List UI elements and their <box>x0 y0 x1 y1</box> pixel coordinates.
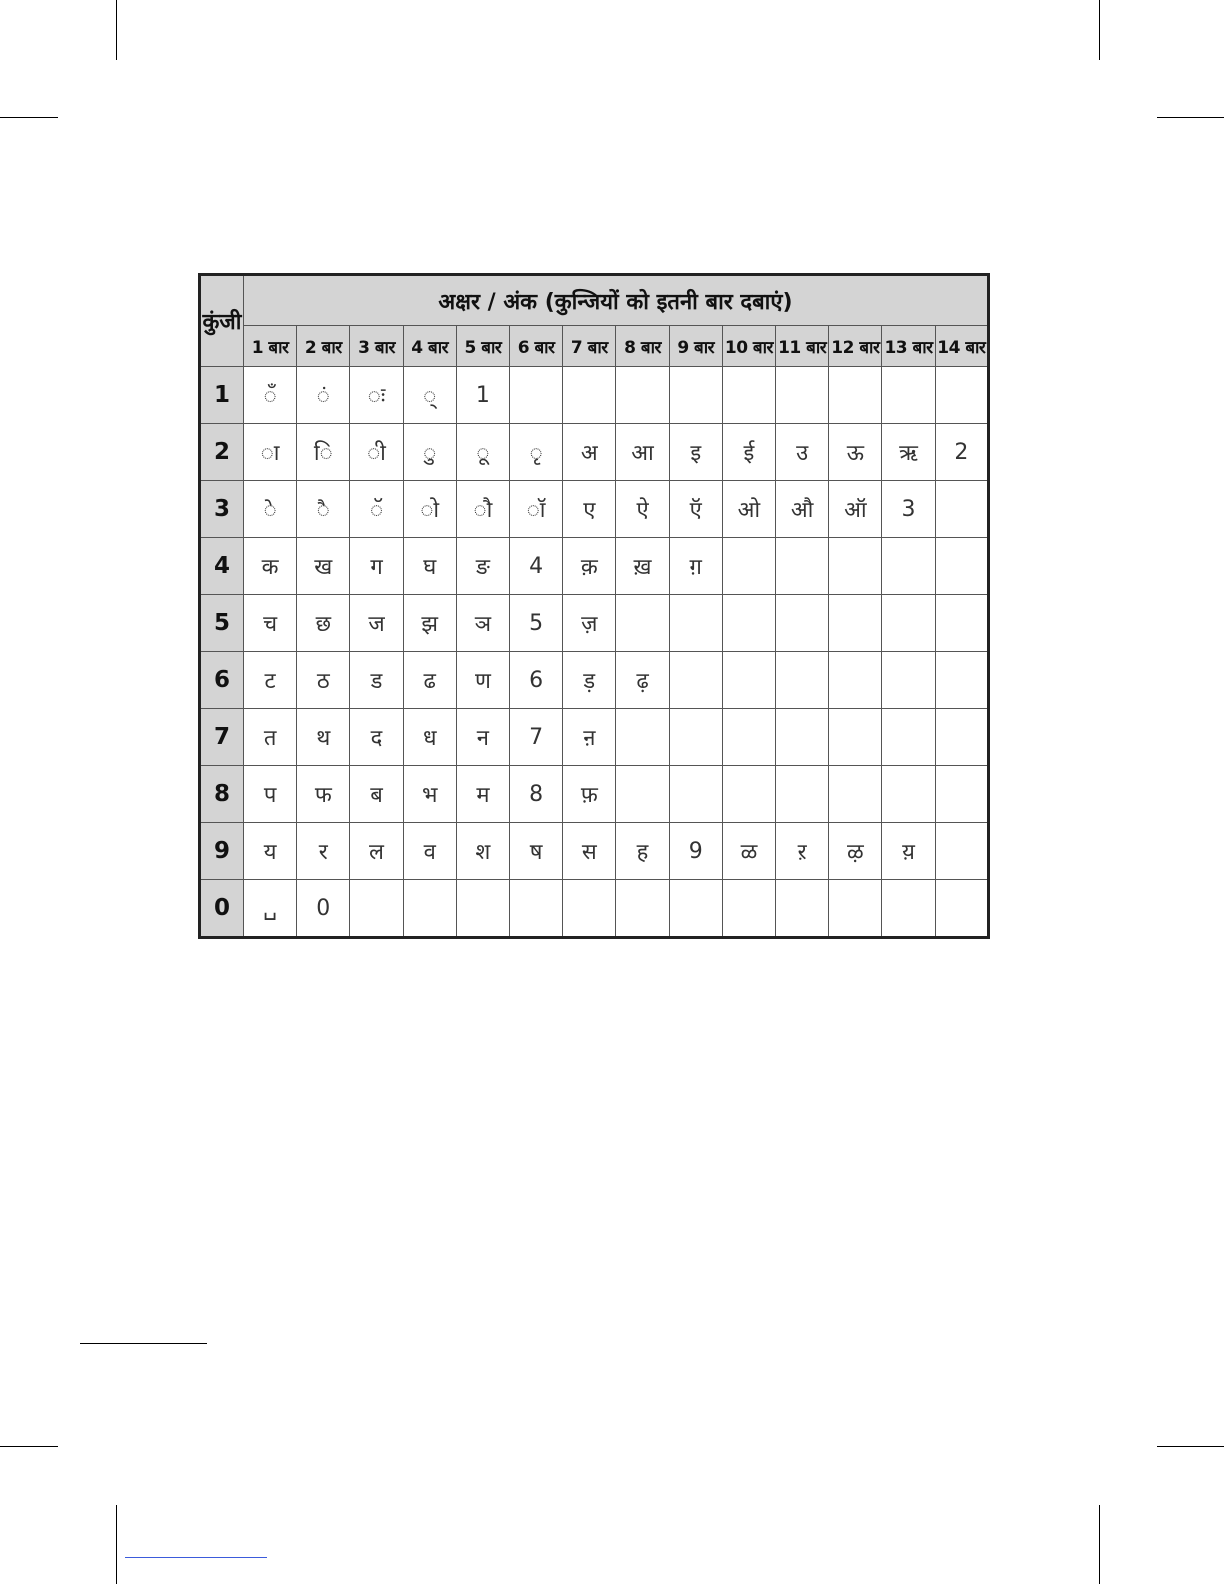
character-cell: आ <box>616 424 669 481</box>
character-cell: 4 <box>510 538 563 595</box>
character-cell: ऍ <box>669 481 722 538</box>
character-cell: ङ <box>456 538 509 595</box>
character-cell <box>829 595 882 652</box>
crop-mark <box>116 0 117 60</box>
character-cell <box>722 880 775 938</box>
table-row <box>200 709 989 766</box>
character-cell <box>882 595 935 652</box>
character-cell <box>829 766 882 823</box>
character-cell: घ <box>403 538 456 595</box>
key-mapping-table <box>198 273 990 939</box>
character-cell: इ <box>669 424 722 481</box>
crop-mark <box>1157 117 1224 118</box>
table-row <box>200 538 989 595</box>
press-count-header-row <box>200 326 989 367</box>
character-cell: 9 <box>669 823 722 880</box>
character-cell <box>616 367 669 424</box>
character-cell: क़ <box>563 538 616 595</box>
character-cell <box>510 367 563 424</box>
key-label: 8 <box>200 766 244 823</box>
character-cell: त <box>244 709 297 766</box>
character-cell <box>935 595 988 652</box>
character-cell <box>829 880 882 938</box>
character-cell: 1 <box>456 367 509 424</box>
press-count-header: 10 बार <box>722 326 775 367</box>
character-cell: थ <box>297 709 350 766</box>
press-count-header: 2 बार <box>297 326 350 367</box>
character-cell <box>935 652 988 709</box>
character-cell <box>882 880 935 938</box>
character-cell: े <box>244 481 297 538</box>
character-cell: ौ <box>456 481 509 538</box>
press-count-header: 14 बार <box>935 326 988 367</box>
character-cell <box>669 766 722 823</box>
table-title: अक्षर / अंक (कुन्जियों को इतनी बार दबाएं) <box>244 275 989 326</box>
character-cell: ञ <box>456 595 509 652</box>
key-label: 2 <box>200 424 244 481</box>
character-cell <box>776 766 829 823</box>
character-cell: 3 <box>882 481 935 538</box>
character-cell: 5 <box>510 595 563 652</box>
character-cell <box>935 538 988 595</box>
character-cell: द <box>350 709 403 766</box>
character-cell: ः <box>350 367 403 424</box>
character-cell: ळ <box>722 823 775 880</box>
character-cell <box>776 880 829 938</box>
character-cell <box>935 823 988 880</box>
character-cell: ब <box>350 766 403 823</box>
character-cell: ॉ <box>510 481 563 538</box>
character-cell: ण <box>456 652 509 709</box>
character-cell <box>403 880 456 938</box>
character-cell <box>669 367 722 424</box>
character-cell <box>882 766 935 823</box>
character-cell: ै <box>297 481 350 538</box>
press-count-header: 5 बार <box>456 326 509 367</box>
character-cell: ई <box>722 424 775 481</box>
character-cell: ख <box>297 538 350 595</box>
character-cell <box>669 595 722 652</box>
character-cell <box>935 709 988 766</box>
character-cell <box>882 652 935 709</box>
character-cell: फ़ <box>563 766 616 823</box>
character-cell: अ <box>563 424 616 481</box>
crop-mark <box>0 117 58 118</box>
press-count-header: 12 बार <box>829 326 882 367</box>
table-row <box>200 880 989 938</box>
character-cell <box>829 538 882 595</box>
press-count-header: 11 बार <box>776 326 829 367</box>
character-cell <box>776 595 829 652</box>
character-cell <box>882 709 935 766</box>
press-count-header: 9 बार <box>669 326 722 367</box>
press-count-header: 6 बार <box>510 326 563 367</box>
character-cell <box>616 766 669 823</box>
character-cell <box>722 709 775 766</box>
character-cell <box>829 652 882 709</box>
press-count-header: 4 बार <box>403 326 456 367</box>
character-cell <box>669 652 722 709</box>
character-cell <box>456 880 509 938</box>
character-cell <box>722 595 775 652</box>
character-cell: ँ <box>244 367 297 424</box>
press-count-header: 13 बार <box>882 326 935 367</box>
character-cell: र <box>297 823 350 880</box>
character-cell <box>776 538 829 595</box>
character-cell <box>935 880 988 938</box>
character-cell: ढ <box>403 652 456 709</box>
press-count-header: 3 बार <box>350 326 403 367</box>
character-cell: ऋ <box>882 424 935 481</box>
character-cell: 7 <box>510 709 563 766</box>
character-cell: 6 <box>510 652 563 709</box>
character-cell <box>722 367 775 424</box>
character-cell: क <box>244 538 297 595</box>
character-cell <box>722 538 775 595</box>
character-cell <box>776 652 829 709</box>
press-count-header: 7 बार <box>563 326 616 367</box>
table-row <box>200 652 989 709</box>
character-cell: ू <box>456 424 509 481</box>
character-cell <box>616 595 669 652</box>
footer-underline <box>125 1557 267 1558</box>
character-cell <box>350 880 403 938</box>
character-cell: ि <box>297 424 350 481</box>
character-cell: ए <box>563 481 616 538</box>
character-cell: ऩ <box>563 709 616 766</box>
table-row <box>200 823 989 880</box>
key-label: 3 <box>200 481 244 538</box>
character-cell: स <box>563 823 616 880</box>
character-cell: ु <box>403 424 456 481</box>
character-cell: ढ़ <box>616 652 669 709</box>
character-cell: ऐ <box>616 481 669 538</box>
character-cell: ग <box>350 538 403 595</box>
character-cell <box>829 709 882 766</box>
character-cell: ल <box>350 823 403 880</box>
character-cell: य़ <box>882 823 935 880</box>
character-cell <box>935 367 988 424</box>
character-cell <box>935 766 988 823</box>
character-cell: ा <box>244 424 297 481</box>
character-cell: ह <box>616 823 669 880</box>
crop-mark <box>0 1446 58 1447</box>
character-cell: उ <box>776 424 829 481</box>
character-cell: व <box>403 823 456 880</box>
character-cell: ऊ <box>829 424 882 481</box>
character-cell <box>510 880 563 938</box>
character-cell: ड़ <box>563 652 616 709</box>
character-cell: ष <box>510 823 563 880</box>
character-cell <box>776 709 829 766</box>
footnote-rule <box>80 1343 207 1344</box>
character-cell: ध <box>403 709 456 766</box>
key-label: 6 <box>200 652 244 709</box>
character-cell: ऑ <box>829 481 882 538</box>
character-cell <box>669 709 722 766</box>
character-cell <box>563 880 616 938</box>
character-cell: ऱ <box>776 823 829 880</box>
character-cell: म <box>456 766 509 823</box>
character-cell: ख़ <box>616 538 669 595</box>
character-cell: छ <box>297 595 350 652</box>
character-cell <box>882 538 935 595</box>
character-cell <box>882 367 935 424</box>
crop-mark <box>1099 0 1100 60</box>
character-cell: ट <box>244 652 297 709</box>
character-cell: औ <box>776 481 829 538</box>
key-label: 1 <box>200 367 244 424</box>
character-cell: ऴ <box>829 823 882 880</box>
character-cell <box>722 652 775 709</box>
key-label: 9 <box>200 823 244 880</box>
key-label: 4 <box>200 538 244 595</box>
key-label: 7 <box>200 709 244 766</box>
character-cell: ॅ <box>350 481 403 538</box>
character-cell: झ <box>403 595 456 652</box>
character-cell: च <box>244 595 297 652</box>
character-cell: प <box>244 766 297 823</box>
table-row <box>200 367 989 424</box>
character-cell <box>829 367 882 424</box>
character-cell: ज <box>350 595 403 652</box>
key-label: 0 <box>200 880 244 938</box>
character-cell <box>563 367 616 424</box>
table-row <box>200 481 989 538</box>
key-column-header: कुंजी <box>200 275 244 367</box>
character-cell <box>776 367 829 424</box>
character-cell <box>669 880 722 938</box>
character-cell <box>616 709 669 766</box>
character-cell: ् <box>403 367 456 424</box>
character-cell: ज़ <box>563 595 616 652</box>
character-cell: ठ <box>297 652 350 709</box>
character-cell <box>616 880 669 938</box>
character-cell: ो <box>403 481 456 538</box>
table-row <box>200 424 989 481</box>
character-cell: 8 <box>510 766 563 823</box>
press-count-header: 8 बार <box>616 326 669 367</box>
character-cell <box>722 766 775 823</box>
character-cell: श <box>456 823 509 880</box>
character-cell: फ <box>297 766 350 823</box>
crop-mark <box>116 1505 117 1584</box>
character-cell: ड <box>350 652 403 709</box>
character-cell: ओ <box>722 481 775 538</box>
character-cell: न <box>456 709 509 766</box>
character-cell: 2 <box>935 424 988 481</box>
character-cell: ग़ <box>669 538 722 595</box>
character-cell: ी <box>350 424 403 481</box>
table-body <box>200 367 989 938</box>
table-row <box>200 766 989 823</box>
key-label: 5 <box>200 595 244 652</box>
character-cell: य <box>244 823 297 880</box>
character-cell: ृ <box>510 424 563 481</box>
character-cell <box>935 481 988 538</box>
character-cell: भ <box>403 766 456 823</box>
character-cell: 0 <box>297 880 350 938</box>
character-cell: ं <box>297 367 350 424</box>
press-count-header: 1 बार <box>244 326 297 367</box>
crop-mark <box>1099 1505 1100 1584</box>
table-row <box>200 595 989 652</box>
crop-mark <box>1157 1446 1224 1447</box>
character-cell: ␣ <box>244 880 297 938</box>
